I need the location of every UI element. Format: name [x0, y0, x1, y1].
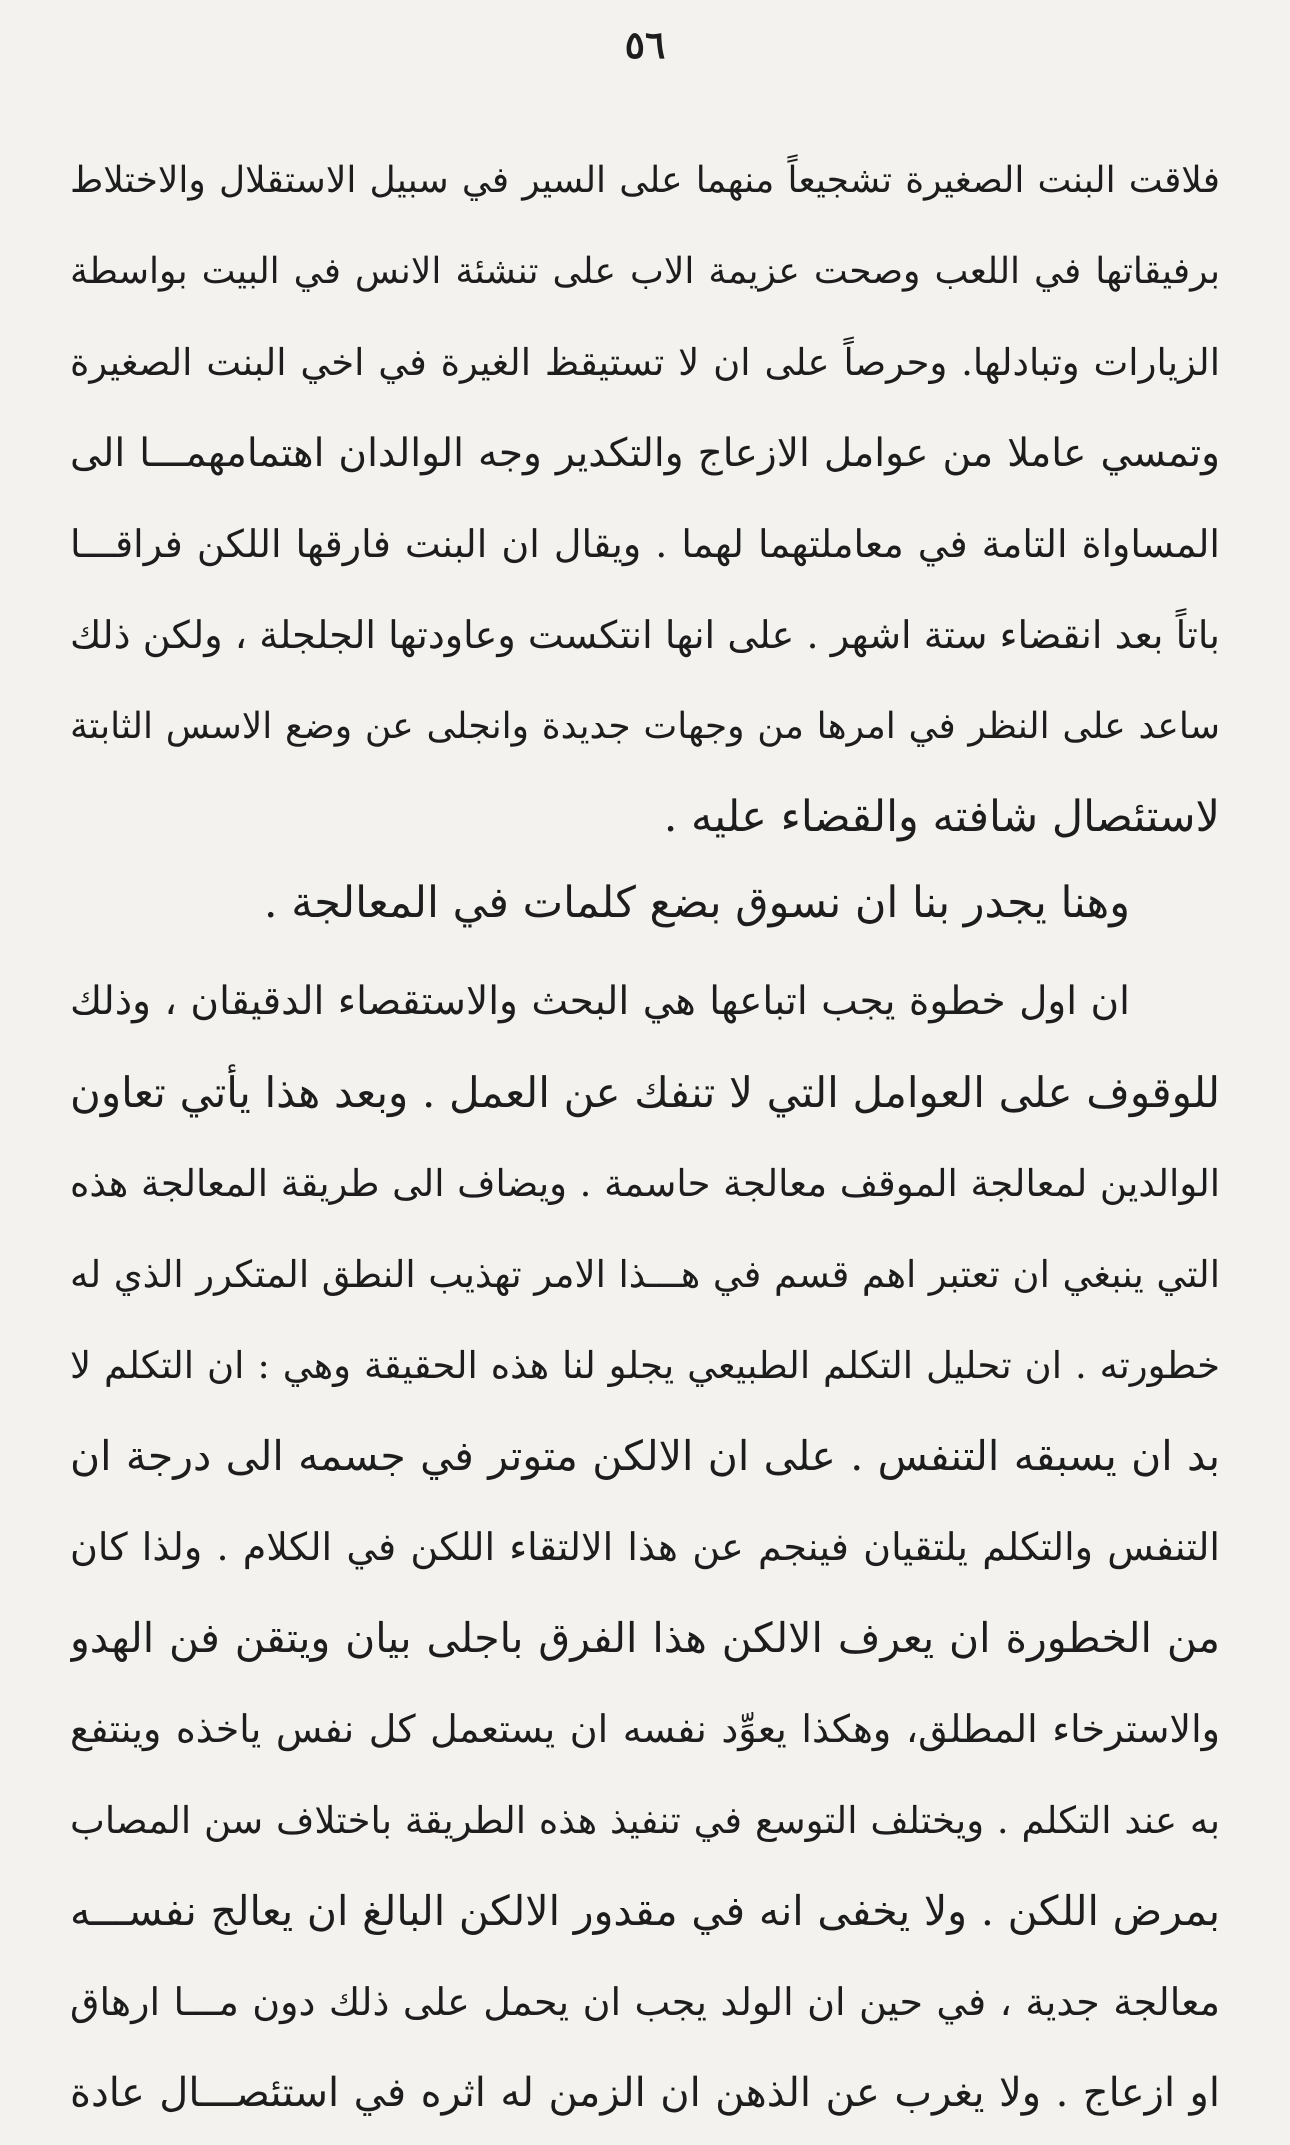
- text-line: الزيارات وتبادلها. وحرصاً على ان لا تستيقظ الغيرة في اخي البنت الصغيرة: [70, 341, 1220, 384]
- text-line: من الخطورة ان يعرف الالكن هذا الفرق باجلى بيان ويتقن فن الهدو: [70, 1614, 1220, 1662]
- text-line: بد ان يسبقه التنفس . على ان الالكن متوتر في جسمه الى درجة ان: [70, 1432, 1220, 1480]
- text-line: برفيقاتها في اللعب وصحت عزيمة الاب على تنشئة الانس في البيت بواسطة: [70, 251, 1220, 292]
- text-line: باتاً بعد انقضاء ستة اشهر . على انها انتكست وعاودتها الجلجلة ، ولكن ذلك: [70, 613, 1220, 657]
- text-line: الوالدين لمعالجة الموقف معالجة حاسمة . ويضاف الى طريقة المعالجة هذه: [70, 1162, 1220, 1205]
- text-line: وتمسي عاملا من عوامل الازعاج والتكدير وجه الوالدان اهتمامهمـــا الى: [70, 431, 1220, 476]
- text-line: المساواة التامة في معاملتهما لهما . ويقال ان البنت فارقها اللكن فراقـــا: [70, 522, 1220, 566]
- text-line: او ازعاج . ولا يغرب عن الذهن ان الزمن له اثره في استئصـــال عادة: [70, 2070, 1220, 2116]
- text-line: معالجة جدية ، في حين ان الولد يجب ان يحمل على ذلك دون مـــا ارهاق: [70, 1980, 1220, 2024]
- text-line: التنفس والتكلم يلتقيان فينجم عن هذا الالتقاء اللكن في الكلام . ولذا كان: [70, 1525, 1220, 1569]
- text-line: ساعد على النظر في امرها من وجهات جديدة وانجلى عن وضع الاسس الثابتة: [70, 706, 1220, 747]
- page-number: ٥٦: [624, 22, 666, 67]
- text-line: لاستئصال شافته والقضاء عليه .: [663, 792, 1220, 842]
- text-line: به عند التكلم . ويختلف التوسع في تنفيذ هذه الطريقة باختلاف سن المصاب: [70, 1799, 1220, 1842]
- text-line: ان اول خطوة يجب اتباعها هي البحث والاستقصاء الدقيقان ، وذلك: [70, 979, 1130, 1024]
- text-line: بمرض اللكن . ولا يخفى انه في مقدور الالكن البالغ ان يعالج نفســـه: [70, 1887, 1220, 1935]
- text-line: فلاقت البنت الصغيرة تشجيعاً منهما على السير في سبيل الاستقلال والاختلاط: [70, 160, 1220, 201]
- text-line: خطورته . ان تحليل التكلم الطبيعي يجلو لنا هذه الحقيقة وهي : ان التكلم لا: [70, 1344, 1220, 1387]
- text-line: التي ينبغي ان تعتبر اهم قسم في هـــذا الامر تهذيب النطق المتكرر الذي له: [70, 1253, 1220, 1296]
- text-line: والاسترخاء المطلق، وهكذا يعوِّد نفسه ان يستعمل كل نفس ياخذه وينتفع: [70, 1707, 1220, 1751]
- paragraph-2: [70, 858, 1220, 949]
- paragraph-1: [70, 135, 1220, 863]
- text-line: للوقوف على العوامل التي لا تنفك عن العمل . وبعد هذا يأتي تعاون: [70, 1068, 1220, 1117]
- text-line: وهنا يجدر بنا ان نسوق بضع كلمات في المعالجة .: [263, 878, 1130, 928]
- paragraph-3: [70, 956, 1220, 2139]
